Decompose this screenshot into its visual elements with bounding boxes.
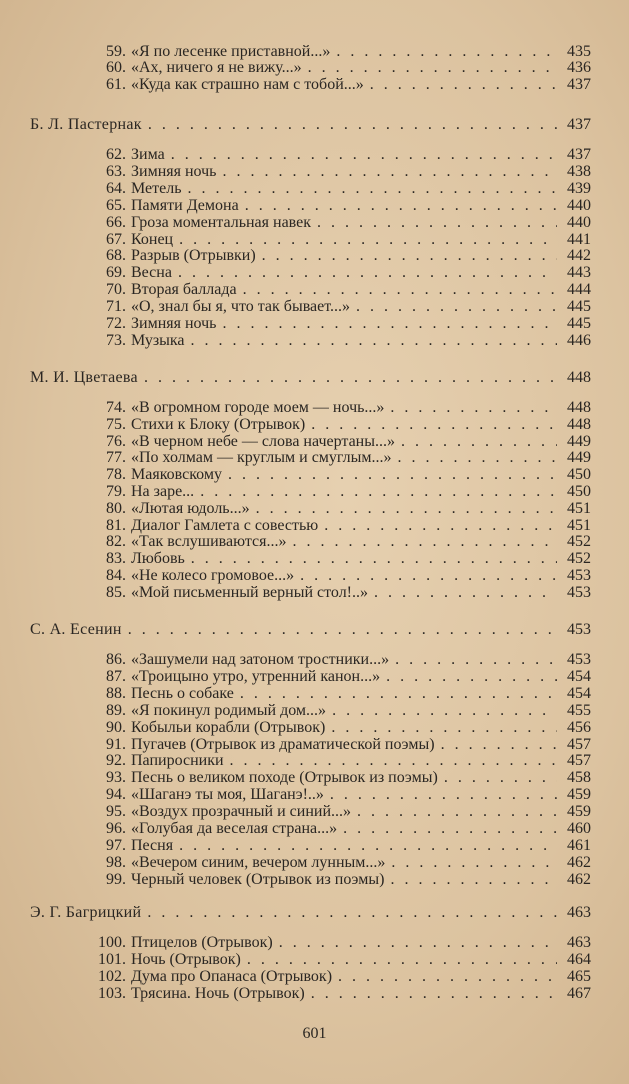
dot-leader — [370, 75, 557, 95]
entry-title: Кобыльи корабли (Отрывок) — [131, 719, 326, 736]
entry-title: Птицелов (Отрывок) — [131, 934, 273, 951]
entry-page: 465 — [567, 968, 591, 985]
entry-page: 457 — [567, 752, 591, 769]
entry-page: 453 — [567, 567, 591, 584]
entry-title: Памяти Демона — [131, 197, 239, 214]
dot-leader — [148, 115, 557, 135]
entry-number: 89. — [106, 702, 126, 719]
entry-title: Зимняя ночь — [131, 163, 217, 180]
entry-page: 464 — [567, 951, 591, 968]
entry-title: Дума про Опанаса (Отрывок) — [131, 968, 333, 985]
entry-number: 63. — [106, 163, 126, 180]
entry-title: «Лютая юдоль...» — [131, 500, 250, 517]
entry-title: Стихи к Блоку (Отрывок) — [131, 416, 306, 433]
entry-number: 99. — [106, 871, 126, 888]
entry-number: 86. — [106, 651, 126, 668]
entry-title: Песнь о собаке — [131, 685, 234, 702]
entry-page: 439 — [567, 180, 591, 197]
entry-number: 72. — [106, 315, 126, 332]
entry-number: 90. — [106, 719, 126, 736]
entry-number: 98. — [106, 854, 126, 871]
entry-number: 83. — [106, 550, 126, 567]
entry-title: «Я по лесенке приставной...» — [131, 43, 331, 60]
entry-number: 62. — [106, 146, 126, 163]
entry-number: 91. — [106, 736, 126, 753]
entry-page: 458 — [567, 769, 591, 786]
dot-leader — [374, 583, 557, 603]
entry-title: Зима — [131, 146, 165, 163]
entry-title: Ночь (Отрывок) — [131, 951, 241, 968]
entry-title: «Я покинул родимый дом...» — [131, 702, 327, 719]
author-heading — [30, 620, 591, 640]
entry-number: 102. — [98, 968, 126, 985]
author-name: С. А. Есенин — [30, 621, 122, 638]
entry-number: 88. — [106, 685, 126, 702]
entry-page: 445 — [567, 298, 591, 315]
entry-number: 101. — [98, 951, 126, 968]
entry-title: Метель — [131, 180, 182, 197]
dot-leader — [144, 368, 557, 388]
entry-number: 93. — [106, 769, 126, 786]
entry-title: Диалог Гамлета с совестью — [131, 517, 319, 534]
entry-page: 444 — [567, 281, 591, 298]
entry-page: 450 — [567, 466, 591, 483]
author-page: 463 — [567, 904, 591, 921]
toc-entry — [96, 331, 591, 351]
dot-leader — [128, 620, 557, 640]
dot-leader — [311, 984, 557, 1004]
author-heading — [30, 903, 591, 923]
entry-number: 87. — [106, 668, 126, 685]
entry-page: 446 — [567, 332, 591, 349]
entry-page: 441 — [567, 231, 591, 248]
entry-title: «Воздух прозрачный и синий...» — [131, 803, 352, 820]
entry-page: 448 — [567, 416, 591, 433]
entry-title: Весна — [131, 264, 172, 281]
entry-number: 67. — [106, 231, 126, 248]
entry-number: 61. — [106, 76, 126, 93]
entry-number: 68. — [106, 247, 126, 264]
entry-number: 97. — [106, 837, 126, 854]
entry-title: «Ах, ничего я не вижу...» — [131, 59, 302, 76]
page-number: 601 — [302, 1025, 327, 1042]
entry-number: 65. — [106, 197, 126, 214]
entry-page: 454 — [567, 685, 591, 702]
entry-title: Разрыв (Отрывки) — [131, 247, 256, 264]
entry-title: «В огромном городе моем — ночь...» — [131, 399, 385, 416]
entry-number: 66. — [106, 214, 126, 231]
entry-number: 81. — [106, 517, 126, 534]
entry-number: 82. — [106, 533, 126, 550]
entry-page: 454 — [567, 668, 591, 685]
entry-number: 73. — [106, 332, 126, 349]
author-heading — [30, 115, 591, 135]
entry-page: 449 — [567, 433, 591, 450]
entry-page: 462 — [567, 854, 591, 871]
author-page: 453 — [567, 621, 591, 638]
entry-title: На заре... — [131, 483, 195, 500]
entry-page: 456 — [567, 719, 591, 736]
entry-page: 438 — [567, 163, 591, 180]
dot-leader — [390, 870, 557, 890]
entry-title: «Мой письменный верный стол!..» — [131, 584, 368, 601]
entry-title: «Вечером синим, вечером лунным...» — [131, 854, 386, 871]
entry-page: 450 — [567, 483, 591, 500]
entry-number: 85. — [106, 584, 126, 601]
entry-title: «Зашумели над затоном тростники...» — [131, 651, 390, 668]
entry-title: Вторая баллада — [131, 281, 237, 298]
entry-page: 451 — [567, 500, 591, 517]
entry-page: 437 — [567, 146, 591, 163]
entry-number: 59. — [106, 43, 126, 60]
entry-page: 448 — [567, 399, 591, 416]
entry-page: 435 — [567, 43, 591, 60]
entry-page: 451 — [567, 517, 591, 534]
entry-number: 84. — [106, 567, 126, 584]
author-heading — [30, 368, 591, 388]
entry-page: 461 — [567, 837, 591, 854]
entry-title: Гроза моментальная навек — [131, 214, 312, 231]
entry-number: 103. — [98, 985, 126, 1002]
entry-title: «Так вслушиваются...» — [131, 533, 287, 550]
entry-number: 75. — [106, 416, 126, 433]
entry-title: Песня — [131, 837, 174, 854]
author-page: 448 — [567, 369, 591, 386]
author-page: 437 — [567, 116, 591, 133]
entry-page: 459 — [567, 786, 591, 803]
entry-page: 459 — [567, 803, 591, 820]
entry-page: 445 — [567, 315, 591, 332]
entry-title: «Голубая да веселая страна...» — [131, 820, 338, 837]
entry-title: Пугачев (Отрывок из драматической поэмы) — [131, 736, 435, 753]
entry-title: «Куда как страшно нам с тобой...» — [131, 76, 364, 93]
entry-number: 69. — [106, 264, 126, 281]
entry-title: Конец — [131, 231, 174, 248]
entry-page: 449 — [567, 449, 591, 466]
toc-entry — [96, 583, 591, 603]
toc-entry — [96, 870, 591, 890]
entry-title: Любовь — [131, 550, 185, 567]
entry-title: «О, знал бы я, что так бывает...» — [131, 298, 351, 315]
entry-title: Музыка — [131, 332, 185, 349]
dot-leader — [147, 903, 557, 923]
entry-page: 460 — [567, 820, 591, 837]
entry-title: «Троицыно утро, утренний канон...» — [131, 668, 381, 685]
author-name: М. И. Цветаева — [30, 369, 138, 386]
entry-title: Папиросники — [131, 752, 224, 769]
entry-number: 94. — [106, 786, 126, 803]
entry-page: 436 — [567, 59, 591, 76]
entry-title: Зимняя ночь — [131, 315, 217, 332]
entry-title: «В черном небе — слова начертаны...» — [131, 433, 395, 450]
entry-number: 70. — [106, 281, 126, 298]
entry-page: 440 — [567, 214, 591, 231]
entry-number: 80. — [106, 500, 126, 517]
dot-leader — [191, 331, 557, 351]
entry-number: 100. — [98, 934, 126, 951]
entry-title: «По холмам — круглым и смуглым...» — [131, 449, 392, 466]
entry-page: 455 — [567, 702, 591, 719]
entry-page: 457 — [567, 736, 591, 753]
entry-page: 452 — [567, 550, 591, 567]
entry-number: 92. — [106, 752, 126, 769]
entry-number: 96. — [106, 820, 126, 837]
entry-number: 60. — [106, 59, 126, 76]
entry-page: 453 — [567, 651, 591, 668]
toc-entry — [96, 984, 591, 1004]
entry-number: 95. — [106, 803, 126, 820]
entry-page: 453 — [567, 584, 591, 601]
entry-title: Черный человек (Отрывок из поэмы) — [131, 871, 385, 888]
entry-page: 437 — [567, 76, 591, 93]
entry-page: 442 — [567, 247, 591, 264]
entry-page: 452 — [567, 533, 591, 550]
entry-page: 463 — [567, 934, 591, 951]
author-name: Б. Л. Пастернак — [30, 116, 142, 133]
entry-number: 64. — [106, 180, 126, 197]
entry-number: 74. — [106, 399, 126, 416]
entry-page: 440 — [567, 197, 591, 214]
entry-number: 76. — [106, 433, 126, 450]
entry-title: «Шаганэ ты моя, Шаганэ!..» — [131, 786, 324, 803]
entry-page: 462 — [567, 871, 591, 888]
entry-number: 77. — [106, 449, 126, 466]
entry-title: Маяковскому — [131, 466, 222, 483]
entry-title: Трясина. Ночь (Отрывок) — [131, 985, 305, 1002]
entry-title: «Не колесо громовое...» — [131, 567, 295, 584]
entry-page: 467 — [567, 985, 591, 1002]
entry-page: 443 — [567, 264, 591, 281]
entry-number: 71. — [106, 298, 126, 315]
entry-title: Песнь о великом походе (Отрывок из поэмы) — [131, 769, 438, 786]
entry-number: 79. — [106, 483, 126, 500]
author-name: Э. Г. Багрицкий — [30, 904, 142, 921]
toc-entry — [96, 75, 591, 95]
entry-number: 78. — [106, 466, 126, 483]
